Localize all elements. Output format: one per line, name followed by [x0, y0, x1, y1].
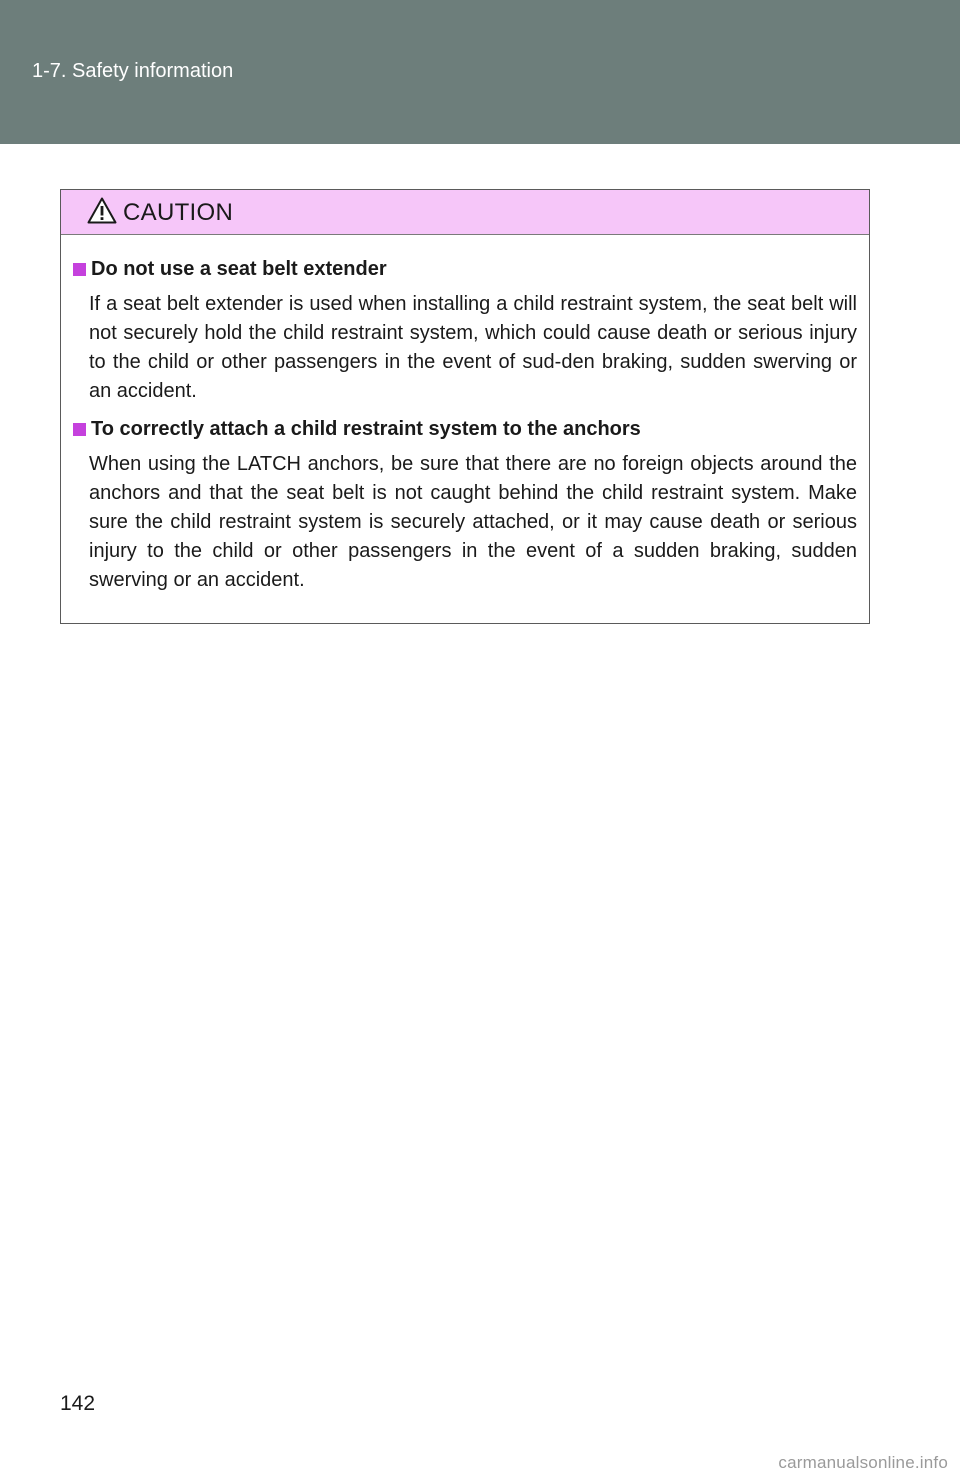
caution-item-heading	[73, 415, 857, 443]
section-title: 1-7. Safety information	[32, 60, 234, 82]
caution-item	[73, 255, 857, 406]
caution-item-heading	[73, 255, 857, 283]
caution-item-text: When using the LATCH anchors, be sure that there are no foreign objects around the anchors and that the seat belt is not caught behind the child restraint system. Make sure the child restraint system is securely attached, or it may cause death or serious injury to the child or other passengers in the event of a sudden braking, sudden swerving or an accident.	[89, 453, 857, 591]
square-bullet-icon	[73, 263, 86, 276]
caution-body	[61, 235, 869, 595]
caution-box	[60, 189, 870, 624]
square-bullet-icon	[73, 423, 86, 436]
caution-label: CAUTION	[123, 199, 234, 226]
watermark: carmanualsonline.info	[778, 1453, 948, 1472]
header-band	[0, 0, 960, 144]
warning-triangle-icon	[87, 197, 117, 224]
caution-item	[73, 415, 857, 595]
caution-item-text: If a seat belt extender is used when installing a child restraint system, the seat belt will not securely hold the child restraint system, which could cause death or serious injury to the child or other passengers in the event of sud-den braking, sudden swerving or an accident.	[89, 293, 857, 402]
caution-item-heading-text: To correctly attach a child restraint system to the anchors	[91, 418, 641, 440]
page-number: 142	[60, 1392, 96, 1415]
caution-header	[61, 190, 869, 235]
caution-item-heading-text: Do not use a seat belt extender	[91, 258, 387, 280]
